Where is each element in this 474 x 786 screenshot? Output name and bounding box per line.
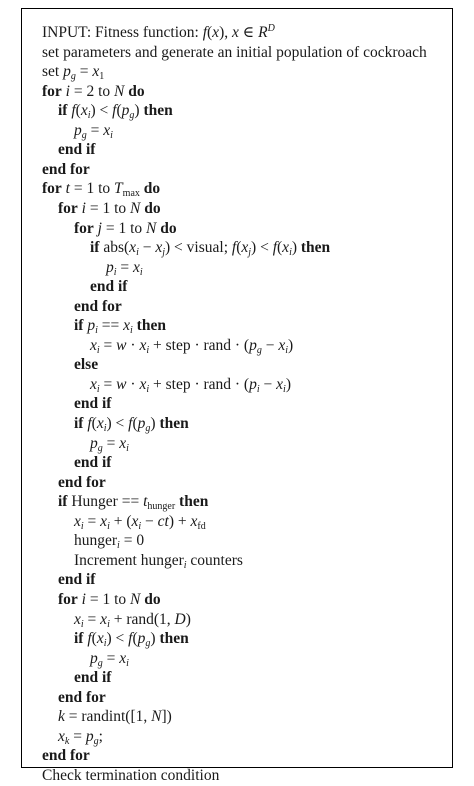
subscript: max [122,188,140,200]
text-token: w [116,375,127,393]
text-token: + step · rand · ( [149,375,250,393]
text-token: ( [277,239,283,257]
text-token: + ( [109,512,132,530]
keyword: if [74,630,84,648]
subscript: hunger [147,501,176,513]
algorithm-line [74,394,111,414]
text-token: = 1 to [85,199,131,217]
text-token: ) [185,610,191,628]
keyword: if [58,493,68,511]
keyword: end if [58,571,96,589]
algorithm-line [42,766,219,786]
algorithm-line [106,258,143,278]
text-token: x [133,258,140,276]
keyword: end for [42,747,90,765]
text-token: Check termination condition [42,766,220,784]
algorithm-line [74,121,113,141]
algorithm-line [74,355,98,375]
subscript: i [146,344,150,356]
subscript: k [64,735,70,747]
keyword: if [90,239,100,257]
keyword: end for [74,297,122,315]
subscript: g [70,71,76,83]
text-token: x [100,512,108,530]
text-token: = [83,610,101,628]
algorithm-line [74,629,189,649]
keyword: for [42,82,62,100]
text-token: ( [91,630,97,648]
subscript: g [145,638,151,650]
algorithm-line [58,492,208,512]
text-token: = [116,258,134,276]
subscript: i [113,266,117,278]
text-token: x [231,24,239,41]
text-token: R [258,24,268,41]
text-token: x [100,610,108,628]
text-token: i [65,82,70,100]
algorithm-line [90,649,129,669]
algorithm-line [58,473,106,493]
text-token: x [190,512,198,530]
text-token: ) [150,630,160,648]
subscript: i [285,344,289,356]
algorithm-line [58,101,173,121]
keyword: for [42,180,62,198]
keyword: for [74,219,94,237]
algorithm-line [58,727,103,747]
subscript: i [126,442,129,454]
subscript: i [117,540,120,552]
text-token: x [139,336,147,354]
text-token: set [42,63,64,81]
keyword: then [159,630,189,648]
algorithm-line [74,610,191,630]
text-token: x [103,121,111,139]
text-token: w [116,336,127,354]
text-token: = [69,727,86,745]
subscript: i [80,618,84,630]
text-token: t [65,180,70,198]
algorithm-line [58,199,161,219]
text-token: = 2 to [69,82,115,100]
keyword: if [74,317,84,335]
text-token: f [231,239,237,257]
text-token: x [74,512,81,530]
text-token: t [143,493,148,511]
text-token: x [96,630,104,648]
text-token: p [137,415,146,432]
algorithm-line [74,551,243,571]
text-token: f [112,102,117,120]
subscript: g [145,423,151,434]
algorithm-line [90,434,129,454]
text-token: ( [132,630,138,648]
algorithm-line [42,82,145,102]
text-token: N [130,199,141,217]
algorithm-line [74,531,144,551]
algorithm-line [42,179,160,199]
text-token: Increment hunger [74,551,184,569]
text-token: ), [219,24,232,41]
subscript: i [80,520,84,532]
text-token: f [128,630,133,648]
subscript: i [96,383,100,395]
text-token: · [126,375,140,393]
text-token: ) [288,336,294,354]
text-token: hunger [74,532,118,550]
subscript: i [130,325,133,337]
subscript: j [162,247,166,259]
keyword: then [159,415,189,432]
text-token: x [92,63,100,81]
subscript: i [283,383,286,395]
subscript: g [97,442,103,454]
text-token: p [63,63,71,81]
subscript: i [96,344,100,356]
algorithm-line [74,297,122,317]
algorithm-line [42,746,90,766]
text-token: x [212,24,220,41]
keyword: do [144,590,161,608]
text-token: T [114,180,123,198]
keyword: do [143,180,161,198]
subscript: j [248,247,252,259]
algorithm-line [42,62,104,82]
text-token: ) [291,239,301,257]
text-token: x [90,375,97,393]
text-token: x [129,239,137,257]
keyword: end for [58,473,106,491]
text-token: p [87,317,96,335]
text-token: ct [157,512,169,530]
text-token: = [102,434,120,452]
text-token: ) < [251,239,273,257]
text-token: p [121,102,130,120]
keyword: if [74,415,84,432]
text-token: = 1 to [69,180,115,198]
text-token: = randint([1, [64,708,152,726]
text-token: ]) [161,708,172,726]
text-token: Hunger == [67,493,144,511]
text-token: p [90,649,98,667]
text-token: p [85,727,94,745]
text-token: = [99,336,117,354]
algorithm-line [90,336,293,356]
text-token: − [141,512,158,530]
text-token: ( [116,102,122,120]
algorithm-line [58,590,161,610]
algorithm-line [74,668,111,688]
subscript: i [87,110,91,122]
text-token: − [261,336,279,354]
algorithm-line [90,375,291,395]
text-token: x [96,415,104,432]
text-token: x [131,512,139,530]
text-token: ) < [106,630,129,648]
algorithm-line [58,688,106,708]
text-token: ) [285,375,291,393]
subscript: i [146,383,150,395]
subscript: g [97,657,103,669]
text-token: N [114,82,125,100]
text-token: abs( [99,239,130,257]
subscript: fd [197,520,206,532]
text-token: p [249,375,257,393]
text-token: j [97,219,102,237]
text-token: ( [132,415,138,432]
text-token: ( [236,239,242,257]
algorithm-line [58,707,172,727]
algorithm-line [74,414,189,434]
keyword: if [58,102,68,120]
keyword: for [58,590,78,608]
text-token: x [282,239,290,257]
subscript: i [103,638,107,650]
text-token: x [58,727,65,745]
subscript: i [126,657,129,669]
text-token: ) < visual; [165,239,232,257]
text-token: == [97,317,124,335]
text-token: x [119,649,127,667]
text-token: = [75,63,93,81]
algorithm-line [42,43,427,63]
keyword: do [144,199,161,217]
subscript: g [81,129,87,141]
keyword: end for [58,688,106,706]
text-token: N [146,219,157,237]
subscript: i [256,383,260,395]
text-token: x [241,239,249,257]
algorithm-line [58,570,95,590]
subscript: i [107,520,110,532]
keyword: end for [42,160,90,178]
text-token: = 0 [119,532,145,550]
subscript: i [107,618,110,630]
text-token: set parameters and generate an initial population of cockroach [42,43,427,61]
algorithm-line [42,23,275,43]
text-token: i [81,590,86,608]
algorithm-line [42,160,90,180]
text-token: = 1 to [85,590,131,608]
text-token: p [249,336,257,354]
text-token: − [259,375,277,393]
text-token: x [278,336,286,354]
algorithm-line [74,453,111,473]
keyword: do [128,82,145,100]
algorithm-line [74,512,206,532]
algorithm-line [74,316,166,336]
text-token: p [106,258,114,276]
text-token: D [174,610,186,628]
text-token: ( [75,102,81,120]
algorithm-line [90,238,330,258]
text-token: ) < [106,415,129,432]
text-token: x [90,336,97,354]
text-token: p [74,121,82,139]
text-token: − [138,239,156,257]
text-token: · [126,336,140,354]
algorithm-box [21,8,453,784]
text-token: x [276,375,284,393]
text-token: p [137,630,146,648]
text-token: x [119,434,127,452]
subscript: i [138,520,142,532]
keyword: for [58,199,78,217]
text-token: = [86,121,104,139]
text-token: N [151,708,162,726]
algorithm-line [90,277,127,297]
text-token: f [87,415,92,432]
text-token: ( [207,24,213,41]
superscript: D [267,23,275,34]
text-token: x [139,375,147,393]
text-token: N [130,590,141,608]
keyword: end if [74,669,112,687]
subscript: 1 [99,71,105,83]
text-token: f [71,102,76,120]
subscript: i [136,247,139,259]
subscript: g [93,735,99,747]
text-token: = [99,375,117,393]
keyword: end if [58,141,96,159]
text-token: p [90,434,98,452]
subscript: i [139,266,143,278]
text-token: x [74,610,81,628]
subscript: i [183,559,187,571]
subscript: i [103,423,107,434]
subscript: i [95,325,98,337]
text-token: f [128,415,133,432]
text-token: counters [186,551,243,569]
text-token: x [80,102,88,120]
text-token: ) + [168,512,191,530]
text-token: ( [91,415,97,432]
text-token: = [102,649,120,667]
text-token: = [83,512,101,530]
subscript: g [129,110,135,122]
text-token: + step · rand · ( [149,336,250,354]
text-token: f [87,630,92,648]
subscript: g [256,344,262,356]
text-token: k [58,708,65,726]
keyword: then [136,317,166,335]
text-token: x [155,239,163,257]
text-token: x [123,317,130,335]
text-token: f [272,239,277,257]
algorithm-line [58,140,95,160]
keyword: else [74,356,99,374]
keyword: then [300,239,331,257]
text-token: ∈ [238,24,259,41]
keyword: end if [74,454,112,472]
text-token: ; [98,727,103,745]
keyword: then [179,493,209,511]
text-token: i [81,199,86,217]
keyword: then [143,102,173,120]
text-token: ) [134,102,144,120]
text-token: = 1 to [101,219,147,237]
algorithm-line [74,219,177,239]
text-token: INPUT: Fitness function: [42,24,203,41]
text-token: + rand(1, [109,610,175,628]
keyword: end if [90,278,128,296]
keyword: end if [74,395,112,413]
text-token: f [202,24,207,41]
subscript: i [289,247,292,259]
subscript: i [110,129,113,141]
text-token: ) [150,415,160,432]
keyword: do [160,219,177,237]
text-token: ) < [90,102,113,120]
